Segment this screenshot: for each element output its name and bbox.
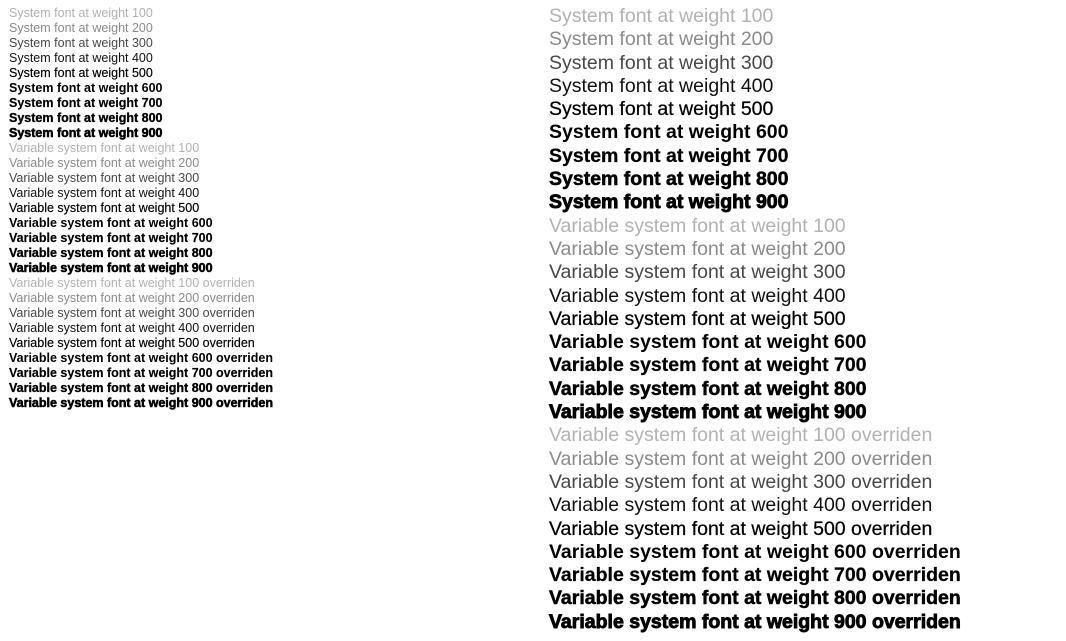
- specimen-line-weight-700: Variable system font at weight 700 overriden: [9, 366, 273, 380]
- specimen-line-weight-100: System font at weight 100: [549, 5, 774, 27]
- specimen-line-weight-900: Variable system font at weight 900: [549, 401, 867, 424]
- specimen-line-weight-300: Variable system font at weight 300 overriden: [549, 470, 933, 493]
- specimen-line-weight-900: System font at weight 900: [9, 126, 163, 140]
- specimen-line-weight-700: Variable system font at weight 700: [549, 354, 867, 377]
- specimen-line-weight-500: Variable system font at weight 500: [9, 201, 200, 215]
- specimen-line-weight-200: Variable system font at weight 200: [549, 237, 846, 260]
- specimen-line-weight-300: Variable system font at weight 300: [549, 261, 846, 284]
- specimen-line-weight-800: Variable system font at weight 800 overriden: [9, 381, 273, 395]
- specimen-line-weight-400: Variable system font at weight 400 overriden: [549, 494, 933, 517]
- specimen-line-weight-700: System font at weight 700: [9, 96, 163, 110]
- font-specimen-column-large: [549, 5, 961, 634]
- specimen-line-weight-400: System font at weight 400: [549, 74, 774, 97]
- specimen-line-weight-600: Variable system font at weight 600: [9, 216, 213, 230]
- specimen-line-weight-300: Variable system font at weight 300 overriden: [9, 306, 255, 320]
- specimen-line-weight-500: System font at weight 500: [9, 66, 153, 80]
- specimen-line-weight-400: Variable system font at weight 400: [9, 186, 200, 200]
- specimen-line-weight-700: System font at weight 700: [549, 144, 789, 167]
- specimen-line-weight-600: Variable system font at weight 600 overriden: [549, 540, 961, 563]
- specimen-line-weight-600: Variable system font at weight 600 overriden: [9, 351, 273, 365]
- specimen-line-weight-800: System font at weight 800: [9, 111, 163, 125]
- specimen-line-weight-700: Variable system font at weight 700: [9, 231, 213, 245]
- specimen-line-weight-800: Variable system font at weight 800 overriden: [549, 587, 961, 610]
- specimen-line-weight-200: Variable system font at weight 200: [9, 156, 200, 170]
- font-specimen-column-small: [9, 6, 273, 411]
- specimen-line-weight-100: Variable system font at weight 100: [549, 214, 846, 237]
- specimen-line-weight-800: System font at weight 800: [549, 168, 789, 191]
- specimen-line-weight-500: Variable system font at weight 500 overriden: [549, 517, 933, 540]
- specimen-line-weight-400: Variable system font at weight 400: [549, 284, 846, 307]
- specimen-line-weight-100: Variable system font at weight 100 overriden: [549, 424, 933, 447]
- specimen-line-weight-100: Variable system font at weight 100: [9, 141, 200, 155]
- specimen-line-weight-400: System font at weight 400: [9, 51, 153, 65]
- specimen-line-weight-500: Variable system font at weight 500 overriden: [9, 336, 255, 350]
- specimen-line-weight-700: Variable system font at weight 700 overriden: [549, 564, 961, 587]
- specimen-line-weight-600: Variable system font at weight 600: [549, 331, 867, 354]
- specimen-line-weight-100: System font at weight 100: [9, 6, 153, 20]
- specimen-line-weight-900: System font at weight 900: [549, 191, 789, 214]
- specimen-line-weight-900: Variable system font at weight 900 overriden: [9, 396, 273, 410]
- specimen-line-weight-200: Variable system font at weight 200 overriden: [549, 447, 933, 470]
- specimen-line-weight-500: Variable system font at weight 500: [549, 307, 846, 330]
- specimen-line-weight-200: System font at weight 200: [549, 28, 774, 51]
- specimen-line-weight-900: Variable system font at weight 900 overriden: [549, 610, 961, 633]
- specimen-line-weight-300: Variable system font at weight 300: [9, 171, 200, 185]
- specimen-line-weight-600: System font at weight 600: [549, 121, 789, 144]
- specimen-line-weight-300: System font at weight 300: [9, 36, 153, 50]
- specimen-line-weight-500: System font at weight 500: [549, 98, 774, 121]
- specimen-line-weight-100: Variable system font at weight 100 overriden: [9, 276, 255, 290]
- specimen-line-weight-600: System font at weight 600: [9, 81, 163, 95]
- specimen-line-weight-800: Variable system font at weight 800: [549, 377, 867, 400]
- specimen-line-weight-400: Variable system font at weight 400 overriden: [9, 321, 255, 335]
- specimen-line-weight-800: Variable system font at weight 800: [9, 246, 213, 260]
- specimen-line-weight-300: System font at weight 300: [549, 51, 774, 74]
- specimen-line-weight-200: System font at weight 200: [9, 21, 153, 35]
- specimen-line-weight-900: Variable system font at weight 900: [9, 261, 213, 275]
- specimen-line-weight-200: Variable system font at weight 200 overriden: [9, 291, 255, 305]
